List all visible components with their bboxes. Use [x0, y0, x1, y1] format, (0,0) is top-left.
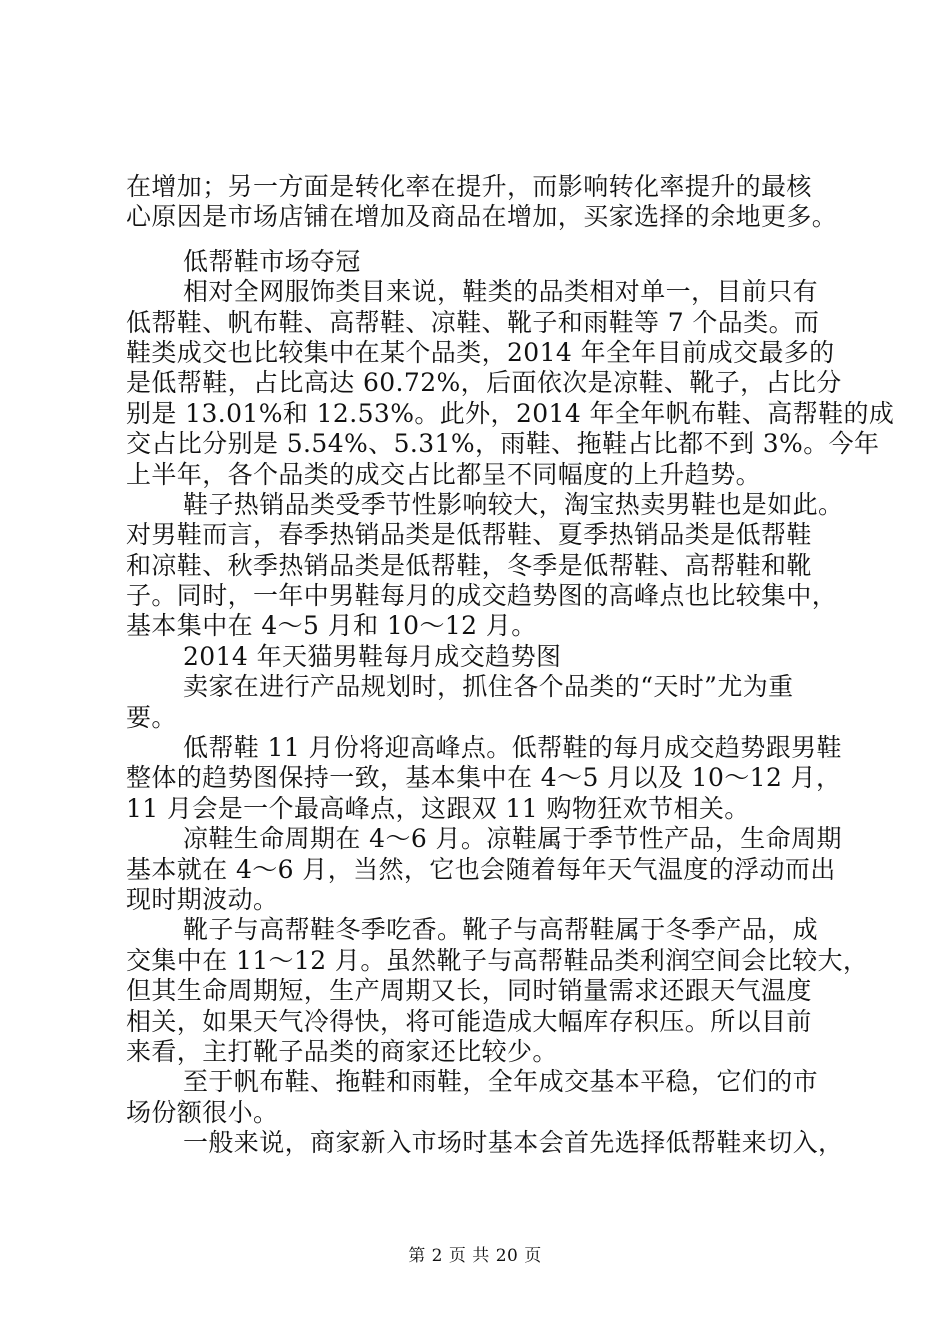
text-line: 低帮鞋 11 月份将迎高峰点。低帮鞋的每月成交趋势跟男鞋 — [183, 733, 842, 763]
text-line: 低帮鞋市场夺冠 — [183, 246, 361, 276]
text-line: 是低帮鞋，占比高达 60.72%，后面依次是凉鞋、靴子，占比分 — [126, 368, 842, 398]
text-line: 在增加；另一方面是转化率在提升，而影响转化率提升的最核 — [126, 172, 812, 201]
page-footer: 第 2 页 共 20 页 — [408, 1246, 542, 1266]
text-line: 一般来说，商家新入市场时基本会首先选择低帮鞋来切入， — [183, 1128, 844, 1158]
text-line: 相对全网服饰类目来说，鞋类的品类相对单一，目前只有 — [183, 277, 819, 307]
text-line: 子。同时，一年中男鞋每月的成交趋势图的高峰点也比较集中， — [126, 581, 838, 611]
text-line: 交占比分别是 5.54%、5.31%，雨鞋、拖鞋占比都不到 3%。今年 — [126, 429, 880, 459]
text-line: 相关，如果天气冷得快，将可能造成大幅库存积压。所以目前 — [126, 1006, 812, 1036]
text-line: 别是 13.01%和 12.53%。此外，2014 年全年帆布鞋、高帮鞋的成 — [126, 398, 895, 428]
text-line: 现时期波动。 — [126, 884, 279, 914]
document-body — [126, 172, 895, 1159]
text-line: 交集中在 11～12 月。虽然靴子与高帮鞋品类利润空间会比较大， — [126, 945, 869, 975]
text-line: 和凉鞋、秋季热销品类是低帮鞋，冬季是低帮鞋、高帮鞋和靴 — [126, 550, 812, 580]
text-line: 11 月会是一个最高峰点，这跟双 11 购物狂欢节相关。 — [126, 793, 750, 823]
text-line: 鞋类成交也比较集中在某个品类，2014 年全年目前成交最多的 — [126, 337, 835, 367]
text-line: 鞋子热销品类受季节性影响较大，淘宝热卖男鞋也是如此。 — [183, 489, 844, 519]
text-line: 场份额很小。 — [126, 1097, 279, 1127]
paragraph-gap — [126, 233, 836, 247]
text-line: 基本集中在 4～5 月和 10～12 月。 — [126, 611, 537, 641]
text-line: 来看，主打靴子品类的商家还比较少。 — [126, 1036, 558, 1066]
text-line: 心原因是市场店铺在增加及商品在增加，买家选择的余地更多。 — [126, 202, 838, 232]
text-line: 上半年，各个品类的成交占比都呈不同幅度的上升趋势。 — [126, 459, 762, 489]
text-line: 要。 — [126, 702, 177, 732]
text-line: 凉鞋生命周期在 4～6 月。凉鞋属于季节性产品，生命周期 — [183, 824, 842, 854]
text-line: 卖家在进行产品规划时，抓住各个品类的“天时”尤为重 — [183, 672, 794, 702]
text-line: 对男鞋而言，春季热销品类是低帮鞋、夏季热销品类是低帮鞋 — [126, 520, 812, 550]
text-line: 2014 年天猫男鞋每月成交趋势图 — [183, 641, 562, 671]
text-line: 至于帆布鞋、拖鞋和雨鞋，全年成交基本平稳，它们的市 — [183, 1067, 819, 1097]
text-line: 靴子与高帮鞋冬季吃香。靴子与高帮鞋属于冬季产品，成 — [183, 915, 819, 945]
text-line: 基本就在 4～6 月，当然，它也会随着每年天气温度的浮动而出 — [126, 854, 836, 884]
text-line: 低帮鞋、帆布鞋、高帮鞋、凉鞋、靴子和雨鞋等 7 个品类。而 — [126, 307, 820, 337]
text-line: 整体的趋势图保持一致，基本集中在 4～5 月以及 10～12 月， — [126, 763, 842, 793]
text-line: 但其生命周期短，生产周期又长，同时销量需求还跟天气温度 — [126, 976, 812, 1006]
